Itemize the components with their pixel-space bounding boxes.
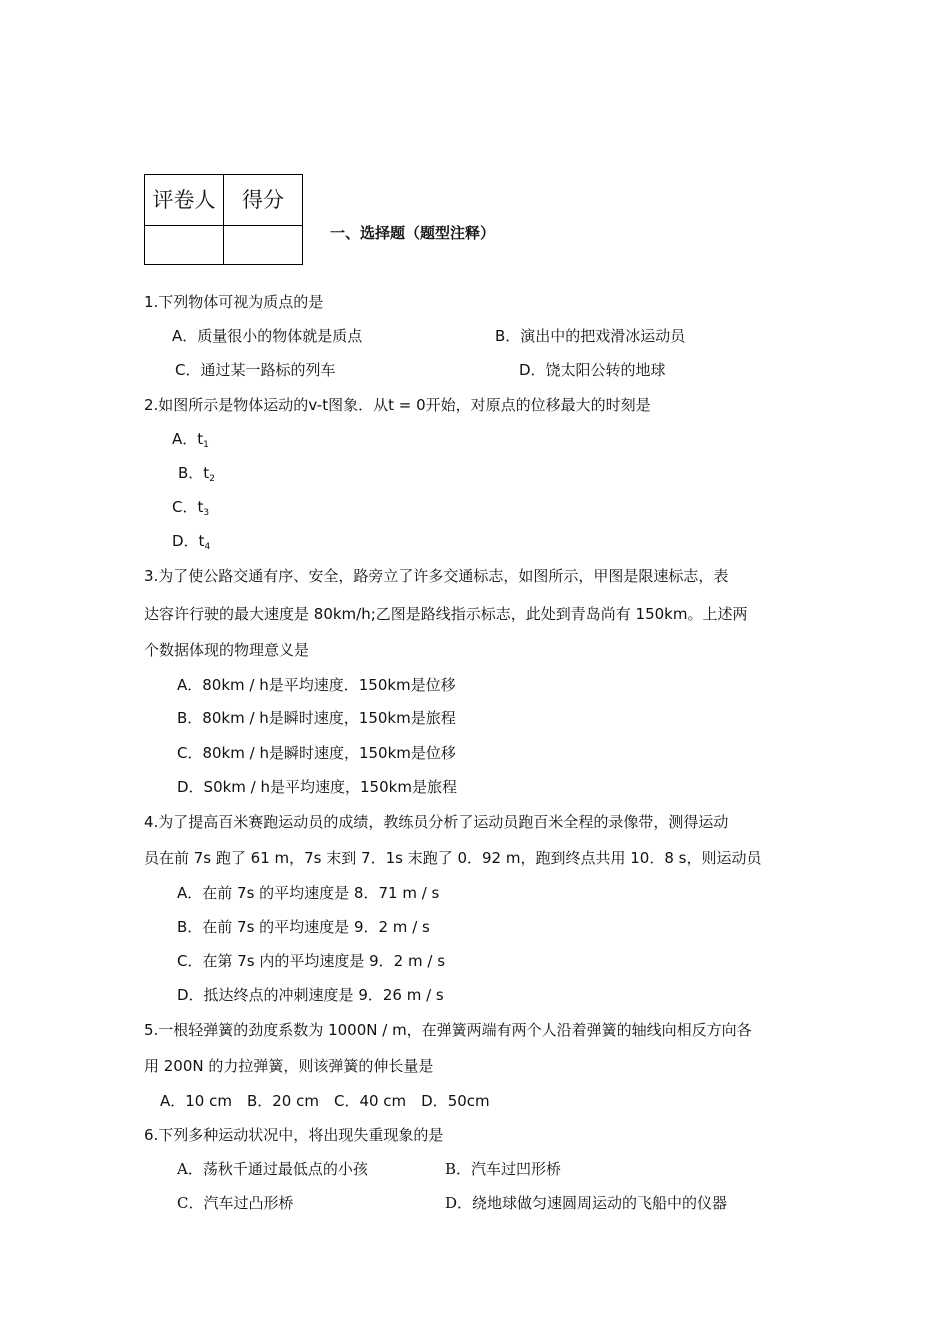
q2-stem: 2.如图所示是物体运动的v-t图象．从t = 0开始，对原点的位移最大的时刻是 [144,396,651,414]
q6-option-a: A．荡秋千通过最低点的小孩 [177,1160,368,1178]
q5-options: A．10 cm B．20 cm C．40 cm D．50cm [160,1092,490,1110]
q2-option-a: A．$t_1$ [172,430,209,450]
q3-option-d: D．S0km / h是平均速度，150km是旅程 [177,778,457,796]
q3-stem-line3: 个数据体现的物理意义是 [144,641,310,659]
score-cell [224,226,303,265]
q3-stem-line2: 达容许行驶的最大速度是 80km/h;乙图是路线指示标志，此处到青岛尚有 150km。上述两 [144,605,748,623]
q4-option-c: C．在第 7s 内的平均速度是 9．2 m / s [177,952,446,970]
q2-option-d: D．$t_4$ [172,532,211,552]
score-table [144,174,303,265]
q1-option-b: B．演出中的把戏滑冰运动员 [495,327,686,345]
q4-stem-line1: 4.为了提高百米赛跑运动员的成绩，教练员分析了运动员跑百米全程的录像带，测得运动 [144,813,729,831]
q2-option-b: B．$t_2$ [178,464,215,484]
q3-option-b: B．80km / h是瞬时速度，150km是旅程 [177,709,456,727]
q4-option-b: B．在前 7s 的平均速度是 9．2 m / s [177,918,430,936]
q1-option-d: D．饶太阳公转的地球 [519,361,666,379]
q5-stem-line2: 用 200N 的力拉弹簧，则该弹簧的伸长量是 [144,1057,434,1075]
q3-option-c: C．80km / h是瞬时速度，150km是位移 [177,744,456,762]
q6-stem: 6.下列多种运动状况中，将出现失重现象的是 [144,1126,444,1144]
q4-option-d: D．抵达终点的冲刺速度是 9．26 m / s [177,986,444,1004]
q5-stem-line1: 5.一根轻弹簧的劲度系数为 1000N / m，在弹簧两端有两个人沿着弹簧的轴线向相反方向各 [144,1021,752,1039]
q3-option-a: A．80km / h是平均速度．150km是位移 [177,676,456,694]
q1-option-c: C．通过某一路标的列车 [175,361,336,379]
reviewer-header: 评卷人 [145,175,224,226]
section-title: 一、选择题（题型注释） [330,224,496,242]
q3-stem-line1: 3.为了使公路交通有序、安全，路旁立了许多交通标志，如图所示，甲图是限速标志，表 [144,567,729,585]
reviewer-cell [145,226,224,265]
q4-option-a: A．在前 7s 的平均速度是 8．71 m / s [177,884,440,902]
q2-option-c: C．$t_3$ [172,498,210,518]
q6-option-c: C．汽车过凸形桥 [177,1194,294,1212]
q1-stem: 1.下列物体可视为质点的是 [144,293,324,311]
score-header: 得分 [224,175,303,226]
q6-option-d: D．绕地球做匀速圆周运动的飞船中的仪器 [445,1194,728,1212]
q6-option-b: B．汽车过凹形桥 [445,1160,562,1178]
q1-option-a: A．质量很小的物体就是质点 [172,327,363,345]
q4-stem-line2: 员在前 7s 跑了 61 m，7s 末到 7．1s 末跑了 0．92 m，跑到终点共用 10．8 s，则运动员 [144,849,762,867]
